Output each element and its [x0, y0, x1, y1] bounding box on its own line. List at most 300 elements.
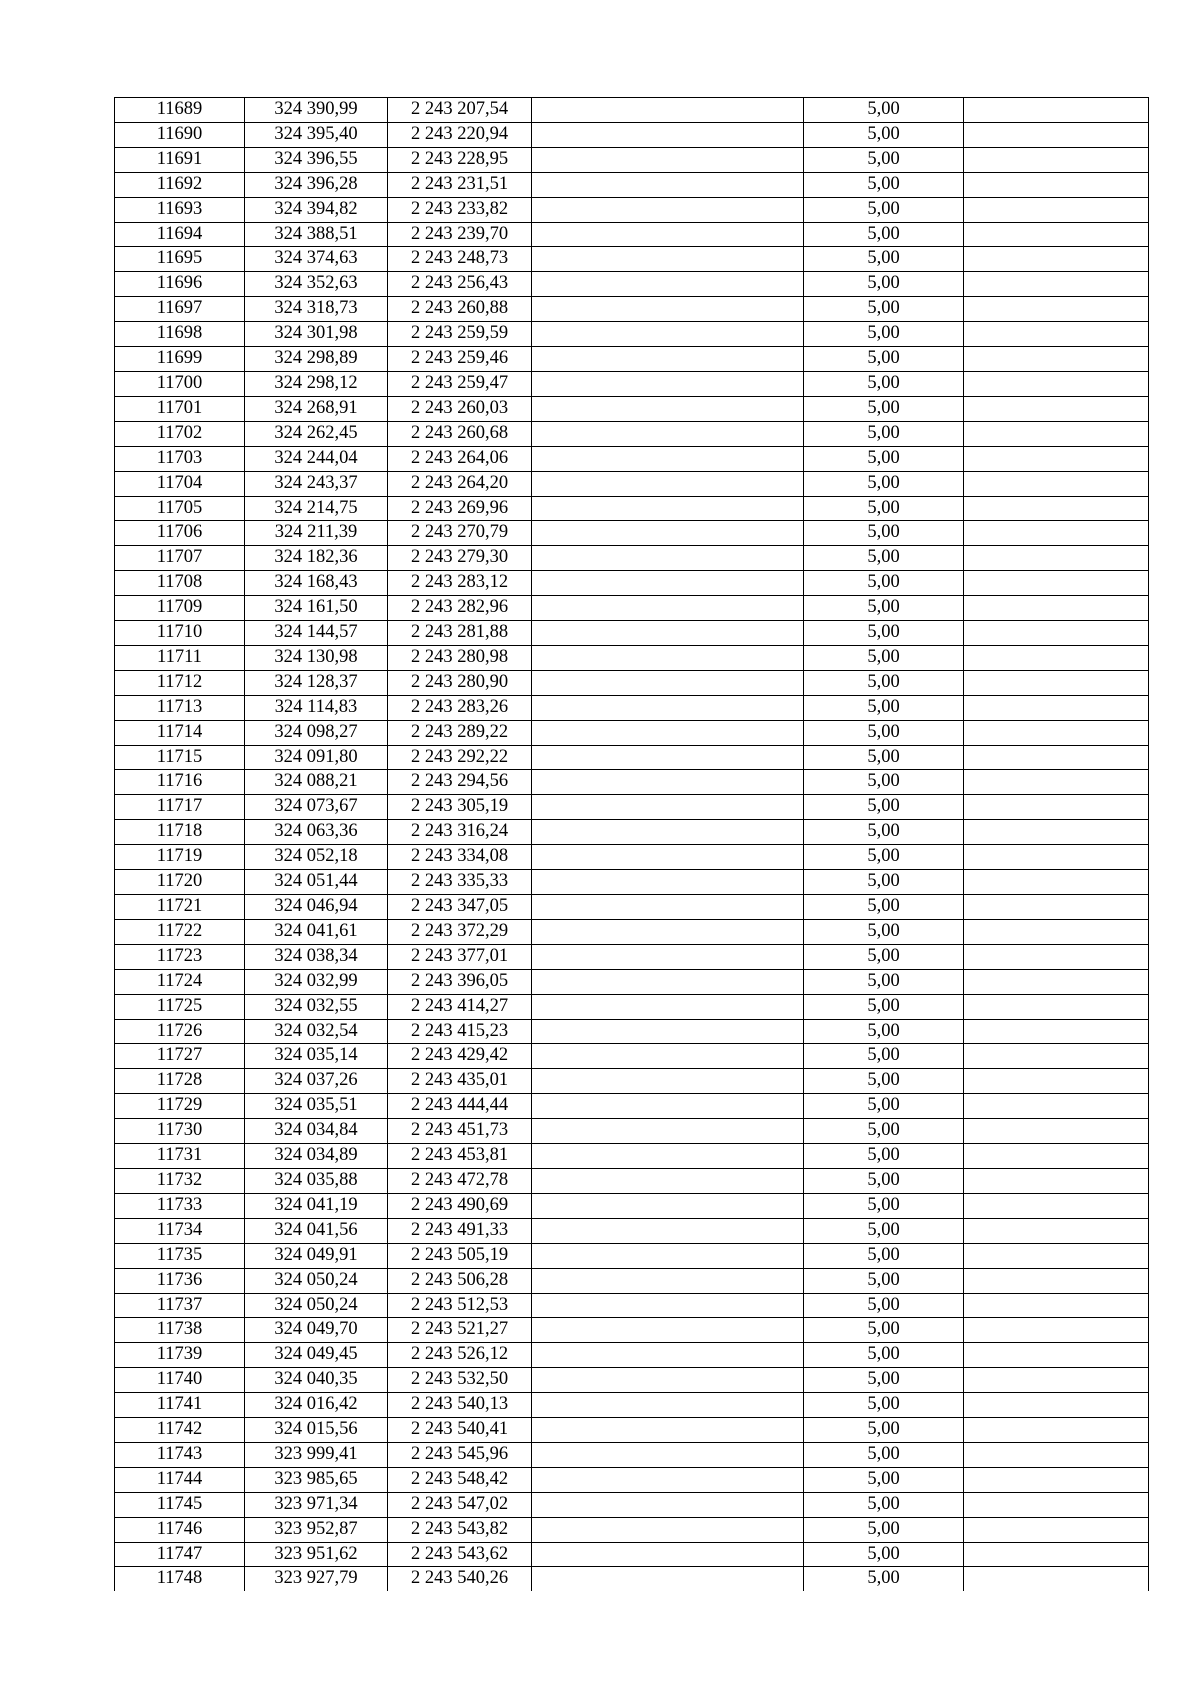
y-coordinate-cell: 2 243 472,78 — [388, 1168, 532, 1193]
x-coordinate-cell: 324 034,84 — [245, 1119, 388, 1144]
blank-cell — [964, 1268, 1149, 1293]
accuracy-cell: 5,00 — [804, 919, 964, 944]
blank-cell — [532, 496, 804, 521]
point-number-cell: 11723 — [115, 944, 245, 969]
point-number-cell: 11730 — [115, 1119, 245, 1144]
point-number-cell: 11728 — [115, 1069, 245, 1094]
table-row — [115, 1492, 1149, 1517]
table-row — [115, 1069, 1149, 1094]
blank-cell — [964, 1393, 1149, 1418]
table-row — [115, 1567, 1149, 1591]
blank-cell — [964, 745, 1149, 770]
accuracy-cell: 5,00 — [804, 870, 964, 895]
blank-cell — [532, 347, 804, 372]
x-coordinate-cell: 324 298,89 — [245, 347, 388, 372]
accuracy-cell: 5,00 — [804, 471, 964, 496]
blank-cell — [532, 546, 804, 571]
point-number-cell: 11699 — [115, 347, 245, 372]
x-coordinate-cell: 324 394,82 — [245, 197, 388, 222]
accuracy-cell: 5,00 — [804, 496, 964, 521]
blank-cell — [532, 1393, 804, 1418]
y-coordinate-cell: 2 243 207,54 — [388, 98, 532, 123]
y-coordinate-cell: 2 243 415,23 — [388, 1019, 532, 1044]
x-coordinate-cell: 324 063,36 — [245, 820, 388, 845]
blank-cell — [964, 222, 1149, 247]
x-coordinate-cell: 323 971,34 — [245, 1492, 388, 1517]
y-coordinate-cell: 2 243 444,44 — [388, 1094, 532, 1119]
blank-cell — [532, 1144, 804, 1169]
blank-cell — [532, 471, 804, 496]
blank-cell — [532, 795, 804, 820]
table-row — [115, 621, 1149, 646]
blank-cell — [532, 1368, 804, 1393]
table-row — [115, 1044, 1149, 1069]
table-row — [115, 969, 1149, 994]
x-coordinate-cell: 324 032,99 — [245, 969, 388, 994]
point-number-cell: 11700 — [115, 371, 245, 396]
accuracy-cell: 5,00 — [804, 1243, 964, 1268]
table-row — [115, 172, 1149, 197]
x-coordinate-cell: 324 262,45 — [245, 421, 388, 446]
x-coordinate-cell: 324 114,83 — [245, 695, 388, 720]
table-row — [115, 297, 1149, 322]
point-number-cell: 11716 — [115, 770, 245, 795]
blank-cell — [964, 870, 1149, 895]
point-number-cell: 11711 — [115, 645, 245, 670]
y-coordinate-cell: 2 243 239,70 — [388, 222, 532, 247]
y-coordinate-cell: 2 243 543,62 — [388, 1542, 532, 1567]
point-number-cell: 11708 — [115, 571, 245, 596]
y-coordinate-cell: 2 243 347,05 — [388, 895, 532, 920]
table-row — [115, 521, 1149, 546]
blank-cell — [532, 1119, 804, 1144]
point-number-cell: 11748 — [115, 1567, 245, 1591]
blank-cell — [964, 720, 1149, 745]
accuracy-cell: 5,00 — [804, 1393, 964, 1418]
blank-cell — [964, 1467, 1149, 1492]
point-number-cell: 11705 — [115, 496, 245, 521]
point-number-cell: 11702 — [115, 421, 245, 446]
blank-cell — [532, 1293, 804, 1318]
point-number-cell: 11745 — [115, 1492, 245, 1517]
accuracy-cell: 5,00 — [804, 1467, 964, 1492]
accuracy-cell: 5,00 — [804, 1168, 964, 1193]
blank-cell — [532, 222, 804, 247]
x-coordinate-cell: 324 374,63 — [245, 247, 388, 272]
accuracy-cell: 5,00 — [804, 1019, 964, 1044]
table-row — [115, 1144, 1149, 1169]
x-coordinate-cell: 324 040,35 — [245, 1368, 388, 1393]
point-number-cell: 11742 — [115, 1418, 245, 1443]
point-number-cell: 11721 — [115, 895, 245, 920]
point-number-cell: 11736 — [115, 1268, 245, 1293]
x-coordinate-cell: 324 388,51 — [245, 222, 388, 247]
blank-cell — [964, 1094, 1149, 1119]
x-coordinate-cell: 324 049,45 — [245, 1343, 388, 1368]
point-number-cell: 11743 — [115, 1442, 245, 1467]
point-number-cell: 11695 — [115, 247, 245, 272]
y-coordinate-cell: 2 243 532,50 — [388, 1368, 532, 1393]
x-coordinate-cell: 324 034,89 — [245, 1144, 388, 1169]
y-coordinate-cell: 2 243 505,19 — [388, 1243, 532, 1268]
x-coordinate-cell: 324 035,88 — [245, 1168, 388, 1193]
x-coordinate-cell: 324 244,04 — [245, 446, 388, 471]
accuracy-cell: 5,00 — [804, 521, 964, 546]
accuracy-cell: 5,00 — [804, 1144, 964, 1169]
x-coordinate-cell: 324 130,98 — [245, 645, 388, 670]
y-coordinate-cell: 2 243 259,47 — [388, 371, 532, 396]
x-coordinate-cell: 324 052,18 — [245, 845, 388, 870]
blank-cell — [532, 1318, 804, 1343]
point-number-cell: 11696 — [115, 272, 245, 297]
blank-cell — [532, 1467, 804, 1492]
accuracy-cell: 5,00 — [804, 1567, 964, 1591]
y-coordinate-cell: 2 243 334,08 — [388, 845, 532, 870]
blank-cell — [532, 1044, 804, 1069]
x-coordinate-cell: 324 035,14 — [245, 1044, 388, 1069]
accuracy-cell: 5,00 — [804, 695, 964, 720]
point-number-cell: 11722 — [115, 919, 245, 944]
point-number-cell: 11703 — [115, 446, 245, 471]
point-number-cell: 11734 — [115, 1218, 245, 1243]
x-coordinate-cell: 324 390,99 — [245, 98, 388, 123]
table-row — [115, 944, 1149, 969]
point-number-cell: 11698 — [115, 322, 245, 347]
table-row — [115, 98, 1149, 123]
x-coordinate-cell: 324 015,56 — [245, 1418, 388, 1443]
blank-cell — [532, 322, 804, 347]
y-coordinate-cell: 2 243 220,94 — [388, 122, 532, 147]
blank-cell — [532, 371, 804, 396]
blank-cell — [964, 1517, 1149, 1542]
point-number-cell: 11714 — [115, 720, 245, 745]
point-number-cell: 11712 — [115, 670, 245, 695]
blank-cell — [964, 820, 1149, 845]
table-row — [115, 247, 1149, 272]
blank-cell — [964, 944, 1149, 969]
x-coordinate-cell: 324 050,24 — [245, 1268, 388, 1293]
blank-cell — [964, 1442, 1149, 1467]
y-coordinate-cell: 2 243 335,33 — [388, 870, 532, 895]
accuracy-cell: 5,00 — [804, 222, 964, 247]
blank-cell — [964, 147, 1149, 172]
blank-cell — [532, 670, 804, 695]
y-coordinate-cell: 2 243 292,22 — [388, 745, 532, 770]
blank-cell — [964, 1144, 1149, 1169]
x-coordinate-cell: 323 951,62 — [245, 1542, 388, 1567]
blank-cell — [532, 919, 804, 944]
y-coordinate-cell: 2 243 526,12 — [388, 1343, 532, 1368]
x-coordinate-cell: 323 985,65 — [245, 1467, 388, 1492]
y-coordinate-cell: 2 243 521,27 — [388, 1318, 532, 1343]
point-number-cell: 11690 — [115, 122, 245, 147]
y-coordinate-cell: 2 243 305,19 — [388, 795, 532, 820]
blank-cell — [532, 1268, 804, 1293]
x-coordinate-cell: 323 999,41 — [245, 1442, 388, 1467]
accuracy-cell: 5,00 — [804, 1343, 964, 1368]
y-coordinate-cell: 2 243 270,79 — [388, 521, 532, 546]
blank-cell — [964, 621, 1149, 646]
accuracy-cell: 5,00 — [804, 147, 964, 172]
y-coordinate-cell: 2 243 451,73 — [388, 1119, 532, 1144]
point-number-cell: 11693 — [115, 197, 245, 222]
blank-cell — [532, 122, 804, 147]
x-coordinate-cell: 324 051,44 — [245, 870, 388, 895]
blank-cell — [532, 172, 804, 197]
x-coordinate-cell: 324 041,19 — [245, 1193, 388, 1218]
x-coordinate-cell: 324 243,37 — [245, 471, 388, 496]
x-coordinate-cell: 324 050,24 — [245, 1293, 388, 1318]
x-coordinate-cell: 323 952,87 — [245, 1517, 388, 1542]
accuracy-cell: 5,00 — [804, 621, 964, 646]
blank-cell — [964, 1343, 1149, 1368]
y-coordinate-cell: 2 243 540,26 — [388, 1567, 532, 1591]
table-row — [115, 1168, 1149, 1193]
table-row — [115, 1268, 1149, 1293]
table-row — [115, 870, 1149, 895]
blank-cell — [964, 471, 1149, 496]
accuracy-cell: 5,00 — [804, 197, 964, 222]
y-coordinate-cell: 2 243 540,13 — [388, 1393, 532, 1418]
point-number-cell: 11719 — [115, 845, 245, 870]
point-number-cell: 11725 — [115, 994, 245, 1019]
y-coordinate-cell: 2 243 491,33 — [388, 1218, 532, 1243]
y-coordinate-cell: 2 243 512,53 — [388, 1293, 532, 1318]
accuracy-cell: 5,00 — [804, 1069, 964, 1094]
blank-cell — [964, 695, 1149, 720]
accuracy-cell: 5,00 — [804, 98, 964, 123]
x-coordinate-cell: 324 211,39 — [245, 521, 388, 546]
x-coordinate-cell: 324 395,40 — [245, 122, 388, 147]
blank-cell — [532, 1243, 804, 1268]
accuracy-cell: 5,00 — [804, 371, 964, 396]
y-coordinate-cell: 2 243 545,96 — [388, 1442, 532, 1467]
x-coordinate-cell: 324 268,91 — [245, 396, 388, 421]
point-number-cell: 11727 — [115, 1044, 245, 1069]
blank-cell — [532, 745, 804, 770]
y-coordinate-cell: 2 243 316,24 — [388, 820, 532, 845]
blank-cell — [964, 895, 1149, 920]
point-number-cell: 11738 — [115, 1318, 245, 1343]
point-number-cell: 11732 — [115, 1168, 245, 1193]
blank-cell — [532, 1567, 804, 1591]
blank-cell — [532, 1442, 804, 1467]
table-row — [115, 745, 1149, 770]
accuracy-cell: 5,00 — [804, 969, 964, 994]
table-row — [115, 770, 1149, 795]
blank-cell — [964, 919, 1149, 944]
point-number-cell: 11740 — [115, 1368, 245, 1393]
blank-cell — [532, 720, 804, 745]
blank-cell — [964, 272, 1149, 297]
point-number-cell: 11692 — [115, 172, 245, 197]
y-coordinate-cell: 2 243 281,88 — [388, 621, 532, 646]
blank-cell — [964, 1567, 1149, 1591]
blank-cell — [532, 1542, 804, 1567]
y-coordinate-cell: 2 243 396,05 — [388, 969, 532, 994]
table-row — [115, 1293, 1149, 1318]
blank-cell — [964, 322, 1149, 347]
accuracy-cell: 5,00 — [804, 1293, 964, 1318]
blank-cell — [532, 1492, 804, 1517]
x-coordinate-cell: 324 182,36 — [245, 546, 388, 571]
blank-cell — [964, 994, 1149, 1019]
blank-cell — [964, 795, 1149, 820]
accuracy-cell: 5,00 — [804, 421, 964, 446]
y-coordinate-cell: 2 243 280,90 — [388, 670, 532, 695]
blank-cell — [532, 596, 804, 621]
blank-cell — [532, 1418, 804, 1443]
table-row — [115, 1019, 1149, 1044]
blank-cell — [964, 172, 1149, 197]
accuracy-cell: 5,00 — [804, 1442, 964, 1467]
point-number-cell: 11710 — [115, 621, 245, 646]
point-number-cell: 11729 — [115, 1094, 245, 1119]
y-coordinate-cell: 2 243 540,41 — [388, 1418, 532, 1443]
blank-cell — [964, 371, 1149, 396]
blank-cell — [532, 396, 804, 421]
point-number-cell: 11737 — [115, 1293, 245, 1318]
accuracy-cell: 5,00 — [804, 895, 964, 920]
blank-cell — [964, 1119, 1149, 1144]
x-coordinate-cell: 324 037,26 — [245, 1069, 388, 1094]
y-coordinate-cell: 2 243 283,26 — [388, 695, 532, 720]
blank-cell — [532, 1168, 804, 1193]
blank-cell — [532, 770, 804, 795]
y-coordinate-cell: 2 243 283,12 — [388, 571, 532, 596]
table-row — [115, 1517, 1149, 1542]
blank-cell — [964, 1069, 1149, 1094]
accuracy-cell: 5,00 — [804, 770, 964, 795]
x-coordinate-cell: 324 032,55 — [245, 994, 388, 1019]
table-row — [115, 421, 1149, 446]
table-row — [115, 347, 1149, 372]
blank-cell — [964, 396, 1149, 421]
table-row — [115, 1393, 1149, 1418]
table-row — [115, 122, 1149, 147]
y-coordinate-cell: 2 243 280,98 — [388, 645, 532, 670]
table-row — [115, 1418, 1149, 1443]
y-coordinate-cell: 2 243 548,42 — [388, 1467, 532, 1492]
table-row — [115, 571, 1149, 596]
y-coordinate-cell: 2 243 228,95 — [388, 147, 532, 172]
table-row — [115, 596, 1149, 621]
blank-cell — [964, 596, 1149, 621]
blank-cell — [532, 621, 804, 646]
blank-cell — [532, 1517, 804, 1542]
y-coordinate-cell: 2 243 490,69 — [388, 1193, 532, 1218]
x-coordinate-cell: 324 352,63 — [245, 272, 388, 297]
accuracy-cell: 5,00 — [804, 670, 964, 695]
x-coordinate-cell: 324 049,70 — [245, 1318, 388, 1343]
point-number-cell: 11746 — [115, 1517, 245, 1542]
blank-cell — [532, 1094, 804, 1119]
table-row — [115, 1119, 1149, 1144]
accuracy-cell: 5,00 — [804, 347, 964, 372]
accuracy-cell: 5,00 — [804, 795, 964, 820]
x-coordinate-cell: 324 301,98 — [245, 322, 388, 347]
blank-cell — [964, 247, 1149, 272]
y-coordinate-cell: 2 243 435,01 — [388, 1069, 532, 1094]
blank-cell — [532, 197, 804, 222]
accuracy-cell: 5,00 — [804, 1517, 964, 1542]
point-number-cell: 11691 — [115, 147, 245, 172]
x-coordinate-cell: 324 049,91 — [245, 1243, 388, 1268]
coordinates-table — [114, 97, 1149, 1591]
x-coordinate-cell: 324 214,75 — [245, 496, 388, 521]
y-coordinate-cell: 2 243 414,27 — [388, 994, 532, 1019]
blank-cell — [532, 147, 804, 172]
blank-cell — [964, 1044, 1149, 1069]
blank-cell — [532, 521, 804, 546]
blank-cell — [532, 421, 804, 446]
point-number-cell: 11709 — [115, 596, 245, 621]
accuracy-cell: 5,00 — [804, 247, 964, 272]
blank-cell — [532, 695, 804, 720]
accuracy-cell: 5,00 — [804, 1193, 964, 1218]
point-number-cell: 11713 — [115, 695, 245, 720]
table-row — [115, 1218, 1149, 1243]
x-coordinate-cell: 324 396,28 — [245, 172, 388, 197]
table-row — [115, 147, 1149, 172]
accuracy-cell: 5,00 — [804, 322, 964, 347]
blank-cell — [532, 272, 804, 297]
y-coordinate-cell: 2 243 260,68 — [388, 421, 532, 446]
accuracy-cell: 5,00 — [804, 1268, 964, 1293]
accuracy-cell: 5,00 — [804, 645, 964, 670]
blank-cell — [964, 1193, 1149, 1218]
accuracy-cell: 5,00 — [804, 720, 964, 745]
blank-cell — [964, 1368, 1149, 1393]
accuracy-cell: 5,00 — [804, 745, 964, 770]
point-number-cell: 11726 — [115, 1019, 245, 1044]
blank-cell — [964, 1019, 1149, 1044]
blank-cell — [964, 297, 1149, 322]
y-coordinate-cell: 2 243 506,28 — [388, 1268, 532, 1293]
blank-cell — [532, 969, 804, 994]
y-coordinate-cell: 2 243 260,03 — [388, 396, 532, 421]
point-number-cell: 11718 — [115, 820, 245, 845]
point-number-cell: 11706 — [115, 521, 245, 546]
blank-cell — [964, 446, 1149, 471]
x-coordinate-cell: 324 168,43 — [245, 571, 388, 596]
accuracy-cell: 5,00 — [804, 571, 964, 596]
blank-cell — [964, 969, 1149, 994]
table-row — [115, 1094, 1149, 1119]
blank-cell — [964, 521, 1149, 546]
y-coordinate-cell: 2 243 547,02 — [388, 1492, 532, 1517]
point-number-cell: 11741 — [115, 1393, 245, 1418]
accuracy-cell: 5,00 — [804, 1318, 964, 1343]
y-coordinate-cell: 2 243 282,96 — [388, 596, 532, 621]
y-coordinate-cell: 2 243 269,96 — [388, 496, 532, 521]
accuracy-cell: 5,00 — [804, 297, 964, 322]
point-number-cell: 11707 — [115, 546, 245, 571]
table-row — [115, 895, 1149, 920]
x-coordinate-cell: 324 318,73 — [245, 297, 388, 322]
x-coordinate-cell: 324 035,51 — [245, 1094, 388, 1119]
table-row — [115, 1368, 1149, 1393]
point-number-cell: 11731 — [115, 1144, 245, 1169]
point-number-cell: 11724 — [115, 969, 245, 994]
x-coordinate-cell: 324 041,61 — [245, 919, 388, 944]
x-coordinate-cell: 324 128,37 — [245, 670, 388, 695]
point-number-cell: 11715 — [115, 745, 245, 770]
blank-cell — [964, 98, 1149, 123]
table-row — [115, 1343, 1149, 1368]
table-row — [115, 919, 1149, 944]
accuracy-cell: 5,00 — [804, 1094, 964, 1119]
